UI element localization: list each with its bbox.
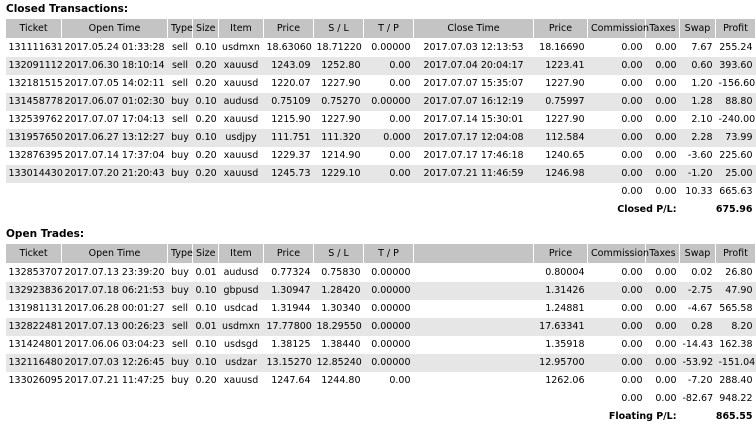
stop-loss-cell: 1.28420 [314,282,364,300]
stop-loss-cell: 1.38440 [321,339,361,350]
open-time-cell: 2017.07.21 11:47:25 [64,375,165,386]
table-row [6,75,756,93]
total-taxes: 0.00 [655,186,677,197]
swap-cell: -1.20 [680,165,716,183]
price-cell: 1.31426 [534,282,588,300]
take-profit-cell: 0.00 [389,114,411,125]
close-time-cell: 2017.07.04 20:04:17 [414,57,534,75]
commission-cell: 0.00 [588,318,646,336]
total-swap: 10.33 [685,186,713,197]
total-swap: -82.67 [682,393,714,404]
take-profit-cell: 0.00 [389,78,411,89]
profit-cell: 25.00 [716,165,756,183]
swap-cell: 1.20 [691,78,713,89]
item-cell: xauusd [223,375,259,386]
item-cell: usdmxn [219,318,264,336]
type-cell: buy [171,267,189,278]
item-cell: xauusd [223,78,259,89]
size-cell: 0.10 [195,42,217,53]
swap-cell: 0.02 [691,267,713,278]
size-cell: 0.10 [193,354,219,372]
item-cell: usdjpy [219,129,264,147]
open-time-cell: 2017.06.06 03:04:23 [64,339,165,350]
ticket-cell: 132822481 [6,318,62,336]
size-cell: 0.20 [195,78,217,89]
open-time-cell: 2017.07.13 00:26:23 [62,318,168,336]
type-cell: sell [171,303,189,314]
taxes-cell: 0.00 [646,165,680,183]
column-header-profit: Profit [716,19,756,39]
table-row [6,318,756,336]
taxes-cell: 0.00 [646,93,680,111]
column-header-size: Size [193,19,219,39]
profit-cell: 26.80 [725,267,753,278]
open-time-cell: 2017.06.30 18:10:14 [62,57,168,75]
open-price-cell: 18.63060 [266,42,312,53]
taxes-cell: 0.00 [646,129,680,147]
ticket-cell: 131957650 [6,129,62,147]
close-time-cell [414,300,534,318]
stop-loss-cell: 18.71220 [316,42,362,53]
type-cell: sell [168,57,193,75]
type-cell: buy [168,354,193,372]
column-header-taxes: Taxes [646,244,680,264]
price-cell: 1227.90 [545,78,585,89]
column-header-item: Item [219,244,264,264]
ticket-cell: 131458778 [6,93,62,111]
swap-cell: 1.28 [680,93,716,111]
table-row [6,372,756,390]
open-price-cell: 1.38125 [271,339,311,350]
close-time-cell [414,318,534,336]
column-header-price: Price [534,19,588,39]
ticket-cell: 132539762 [8,114,63,125]
size-cell: 0.20 [193,57,219,75]
open-price-cell: 0.77324 [271,267,311,278]
price-cell: 1223.41 [534,57,588,75]
table-row [6,111,756,129]
column-header-size: Size [193,244,219,264]
totals-row [6,390,756,408]
item-cell: gbpusd [219,282,264,300]
item-cell: audusd [219,93,264,111]
open-price-cell: 1245.73 [264,165,314,183]
price-cell: 1.35918 [545,339,585,350]
open-price-cell: 1229.37 [271,150,311,161]
ticket-cell: 132116480 [6,354,62,372]
total-profit: 665.63 [719,186,753,197]
price-cell: 1246.98 [534,165,588,183]
size-cell: 0.20 [195,150,217,161]
take-profit-cell: 0.00000 [371,303,411,314]
table-row [6,129,756,147]
ticket-cell: 132091112 [6,57,62,75]
column-header-swap: Swap [680,19,716,39]
swap-cell: 0.60 [680,57,716,75]
swap-cell: 7.67 [691,42,713,53]
item-cell: xauusd [219,165,264,183]
profit-cell: 225.60 [719,150,753,161]
open-time-cell: 2017.05.24 01:33:28 [64,42,165,53]
column-header-item: Item [219,19,264,39]
column-header-close-time: Close Time [414,19,534,39]
taxes-cell: 0.00 [655,42,677,53]
column-header-profit: Profit [716,244,756,264]
type-cell: sell [171,339,189,350]
price-cell: 1.24881 [545,303,585,314]
close-time-cell: 2017.07.14 15:30:01 [423,114,524,125]
take-profit-cell: 0.000 [364,129,414,147]
close-time-cell [414,372,534,390]
stop-loss-cell: 1244.80 [321,375,361,386]
size-cell: 0.01 [195,267,217,278]
close-time-cell [414,336,534,354]
open-time-cell: 2017.07.18 06:21:53 [62,282,168,300]
commission-cell: 0.00 [621,303,643,314]
commission-cell: 0.00 [588,282,646,300]
pl-value: 675.96 [715,204,753,215]
type-cell: sell [171,114,189,125]
price-cell: 0.75997 [534,93,588,111]
swap-cell: -2.75 [680,282,716,300]
take-profit-cell: 0.00000 [371,42,411,53]
open-time-cell: 2017.06.28 00:01:27 [64,303,165,314]
ticket-cell: 132923836 [6,282,62,300]
column-header-stop-loss: S / L [314,19,364,39]
swap-cell: -7.20 [687,375,713,386]
size-cell: 0.10 [193,93,219,111]
closed-transactions-title: Closed Transactions: [6,3,129,15]
stop-loss-cell: 18.29550 [314,318,364,336]
profit-cell: 88.80 [716,93,756,111]
stop-loss-cell: 1.30340 [321,303,361,314]
totals-spacer [6,183,588,201]
commission-cell: 0.00 [621,78,643,89]
taxes-cell: 0.00 [655,339,677,350]
take-profit-cell: 0.00000 [364,354,414,372]
stop-loss-cell: 1252.80 [314,57,364,75]
taxes-cell: 0.00 [646,318,680,336]
close-time-cell: 2017.07.17 12:04:08 [414,129,534,147]
table-row [6,39,756,58]
open-trades-title: Open Trades: [6,228,85,240]
swap-cell: -53.92 [680,354,716,372]
price-cell: 12.95700 [534,354,588,372]
type-cell: buy [171,375,189,386]
type-cell: buy [171,150,189,161]
commission-cell: 0.00 [588,354,646,372]
swap-cell: 0.28 [680,318,716,336]
price-cell: 1240.65 [545,150,585,161]
close-time-cell: 2017.07.07 15:35:07 [423,78,524,89]
open-time-cell: 2017.07.03 12:26:45 [62,354,168,372]
taxes-cell: 0.00 [655,375,677,386]
closed-transactions-table [5,18,756,219]
type-cell: sell [168,318,193,336]
item-cell: xauusd [223,150,259,161]
column-header-ticket: Ticket [6,244,62,264]
column-header-price: Price [534,244,588,264]
size-cell: 0.01 [193,318,219,336]
size-cell: 0.10 [193,129,219,147]
stop-loss-cell: 12.85240 [314,354,364,372]
taxes-cell: 0.00 [646,57,680,75]
table-row [6,354,756,372]
ticket-cell: 132876395 [8,150,63,161]
profit-cell: 393.60 [716,57,756,75]
taxes-cell: 0.00 [655,267,677,278]
take-profit-cell: 0.00 [389,150,411,161]
column-header-take-profit: T / P [364,19,414,39]
pl-label: Closed P/L: [617,204,677,215]
type-cell: buy [168,93,193,111]
open-price-cell: 111.751 [264,129,314,147]
close-time-cell [414,354,534,372]
price-cell: 18.16690 [539,42,585,53]
open-price-cell: 1215.90 [271,114,311,125]
column-header-commission: Commission [588,244,646,264]
column-header-type: Type [168,19,193,39]
close-time-cell: 2017.07.07 16:12:19 [414,93,534,111]
total-taxes: 0.00 [655,393,677,404]
open-time-cell: 2017.07.05 14:02:11 [64,78,165,89]
type-cell: buy [168,165,193,183]
size-cell: 0.10 [195,303,217,314]
stop-loss-cell: 1229.10 [314,165,364,183]
price-cell: 0.80004 [545,267,585,278]
stop-loss-cell: 1227.90 [321,78,361,89]
taxes-cell: 0.00 [655,150,677,161]
size-cell: 0.20 [193,165,219,183]
profit-cell: 8.20 [716,318,756,336]
open-time-cell: 2017.07.14 17:37:04 [64,150,165,161]
stop-loss-cell: 1214.90 [321,150,361,161]
profit-cell: 288.40 [719,375,753,386]
commission-cell: 0.00 [621,267,643,278]
commission-cell: 0.00 [621,150,643,161]
column-header-swap: Swap [680,244,716,264]
table-row [6,57,756,75]
take-profit-cell: 0.00000 [364,93,414,111]
take-profit-cell: 0.00000 [371,267,411,278]
profit-cell: -240.00 [718,114,756,125]
item-cell: usdzar [219,354,264,372]
pl-label: Floating P/L: [608,411,677,422]
ticket-cell: 131424801 [8,339,63,350]
table-row [6,300,756,318]
column-header-type: Type [168,244,193,264]
open-time-cell: 2017.07.07 17:04:13 [64,114,165,125]
close-time-cell [414,282,534,300]
open-time-cell: 2017.06.27 13:12:27 [62,129,168,147]
totals-spacer [6,390,588,408]
close-time-cell: 2017.07.21 11:46:59 [414,165,534,183]
column-header-open-time: Open Time [62,19,168,39]
open-time-cell: 2017.07.13 23:39:20 [64,267,165,278]
price-cell: 1227.90 [545,114,585,125]
commission-cell: 0.00 [588,129,646,147]
swap-cell: -4.67 [687,303,713,314]
taxes-cell: 0.00 [655,303,677,314]
total-commission: 0.00 [621,393,643,404]
swap-cell: -14.43 [682,339,714,350]
column-header-take-profit: T / P [364,244,414,264]
column-header-open-time: Open Time [62,244,168,264]
taxes-cell: 0.00 [655,114,677,125]
swap-cell: -3.60 [687,150,713,161]
column-header-close-time [414,244,534,264]
open-price-cell: 17.77800 [264,318,314,336]
open-trades-table [5,243,756,426]
table-row [6,282,756,300]
type-cell: sell [171,78,189,89]
commission-cell: 0.00 [588,165,646,183]
table-row [6,264,756,283]
open-time-cell: 2017.07.20 21:20:43 [62,165,168,183]
size-cell: 0.10 [195,339,217,350]
take-profit-cell: 0.00 [364,165,414,183]
open-price-cell: 1.31944 [271,303,311,314]
open-price-cell: 1247.64 [271,375,311,386]
item-cell: usdsgd [223,339,258,350]
take-profit-cell: 0.00000 [371,339,411,350]
take-profit-cell: 0.00 [364,57,414,75]
taxes-cell: 0.00 [646,354,680,372]
taxes-cell: 0.00 [655,78,677,89]
ticket-cell: 131111631 [8,42,63,53]
item-cell: xauusd [219,57,264,75]
profit-cell: -156.60 [718,78,756,89]
pl-spacer [6,201,588,219]
stop-loss-cell: 111.320 [314,129,364,147]
stop-loss-cell: 1227.90 [321,114,361,125]
item-cell: xauusd [223,114,259,125]
header-row [6,19,756,39]
commission-cell: 0.00 [621,114,643,125]
profit-cell: 73.99 [716,129,756,147]
take-profit-cell: 0.00000 [364,318,414,336]
pl-row [6,201,756,219]
ticket-cell: 131981131 [8,303,63,314]
profit-cell: 47.90 [716,282,756,300]
size-cell: 0.20 [195,114,217,125]
profit-cell: 162.38 [719,339,753,350]
commission-cell: 0.00 [621,339,643,350]
commission-cell: 0.00 [588,93,646,111]
item-cell: audusd [223,267,259,278]
column-header-open-price: Price [264,19,314,39]
close-time-cell: 2017.07.03 12:13:53 [423,42,524,53]
type-cell: buy [168,282,193,300]
stop-loss-cell: 0.75270 [314,93,364,111]
profit-cell: 565.58 [719,303,753,314]
swap-cell: 2.28 [680,129,716,147]
size-cell: 0.20 [195,375,217,386]
item-cell: usdcad [223,303,259,314]
open-time-cell: 2017.06.07 01:02:30 [62,93,168,111]
price-cell: 17.63341 [534,318,588,336]
table-row [6,336,756,354]
column-header-stop-loss: S / L [314,244,364,264]
pl-spacer [6,408,588,426]
commission-cell: 0.00 [621,375,643,386]
commission-cell: 0.00 [621,42,643,53]
swap-cell: 2.10 [691,114,713,125]
open-price-cell: 13.15270 [264,354,314,372]
total-commission: 0.00 [621,186,643,197]
ticket-cell: 132853707 [8,267,63,278]
close-time-cell: 2017.07.17 17:46:18 [423,150,524,161]
table-row [6,165,756,183]
column-header-commission: Commission [588,19,646,39]
stop-loss-cell: 0.75830 [321,267,361,278]
close-time-cell [414,264,534,283]
price-cell: 112.584 [534,129,588,147]
open-price-cell: 1.30947 [264,282,314,300]
open-price-cell: 1243.09 [264,57,314,75]
price-cell: 1262.06 [545,375,585,386]
total-profit: 948.22 [719,393,753,404]
ticket-cell: 133014430 [6,165,62,183]
column-header-taxes: Taxes [646,19,680,39]
type-cell: sell [171,42,189,53]
taxes-cell: 0.00 [646,282,680,300]
open-price-cell: 1220.07 [271,78,311,89]
take-profit-cell: 0.00 [389,375,411,386]
take-profit-cell: 0.00000 [364,282,414,300]
column-header-ticket: Ticket [6,19,62,39]
item-cell: usdmxn [222,42,260,53]
totals-row [6,183,756,201]
header-row [6,244,756,264]
size-cell: 0.10 [193,282,219,300]
profit-cell: -151.04 [716,354,756,372]
commission-cell: 0.00 [588,57,646,75]
type-cell: buy [168,129,193,147]
ticket-cell: 132181515 [8,78,63,89]
ticket-cell: 133026095 [8,375,63,386]
pl-value: 865.55 [715,411,753,422]
table-row [6,147,756,165]
table-row [6,93,756,111]
pl-row [6,408,756,426]
open-price-cell: 0.75109 [264,93,314,111]
profit-cell: 255.24 [719,42,753,53]
column-header-open-price: Price [264,244,314,264]
